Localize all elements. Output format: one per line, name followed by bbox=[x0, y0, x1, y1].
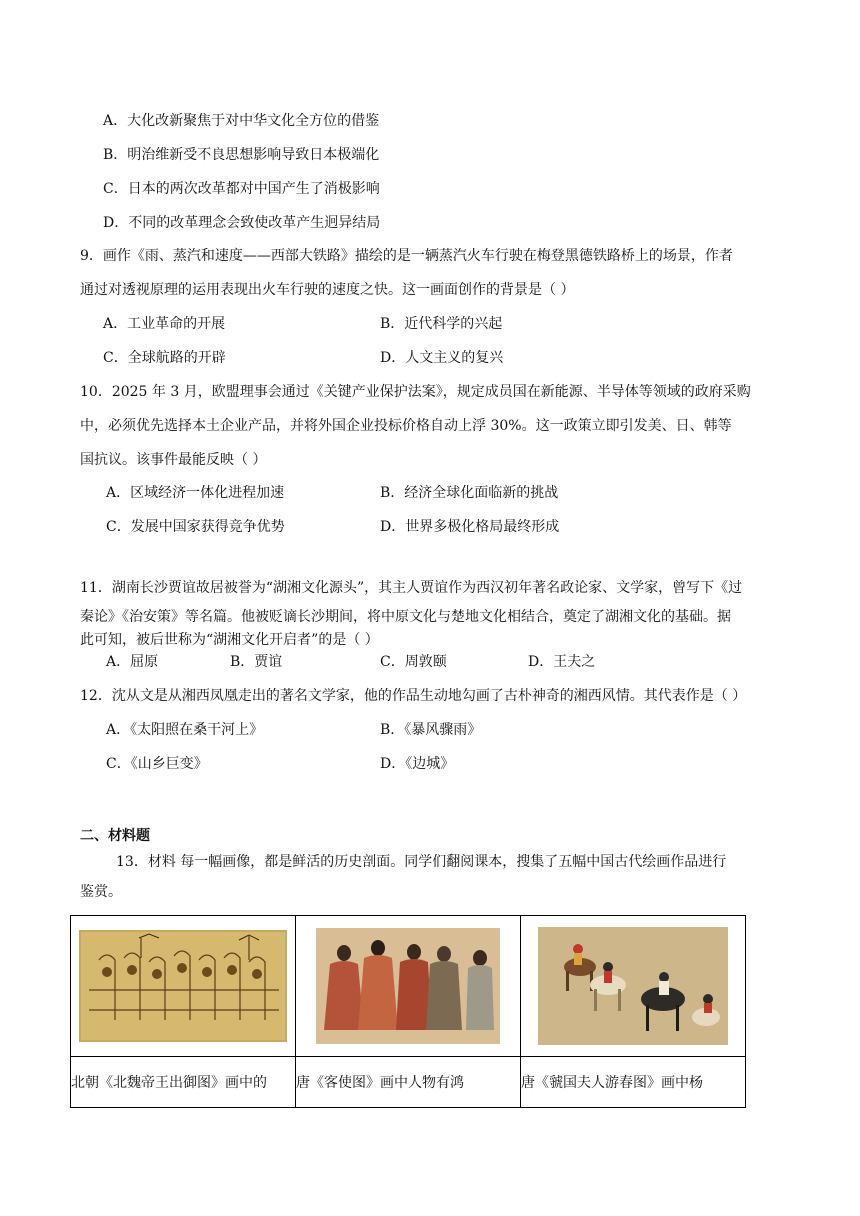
q9-stem-line1: 9．画作《雨、蒸汽和速度——西部大铁路》描绘的是一辆蒸汽火车行驶在梅登黑德铁路桥上的场景，作者 bbox=[80, 248, 733, 264]
painting-caption-2: 唐《客使图》画中人物有鸿 bbox=[296, 1057, 521, 1108]
q8-option-d: D．不同的改革理念会致使改革产生迥异结局 bbox=[103, 215, 381, 231]
q11-stem-line3: 此可知，被后世称为“湖湘文化开启者”的是（ ） bbox=[80, 632, 379, 648]
q11-option-a: A．屈原 bbox=[106, 654, 159, 670]
painting-caption-3: 唐《虢国夫人游春图》画中杨 bbox=[521, 1057, 746, 1108]
painting-table bbox=[70, 915, 746, 1108]
painting-lady-guoguo-spring-outing bbox=[538, 927, 728, 1045]
painting-cell-1 bbox=[71, 916, 296, 1057]
q10-option-c: C．发展中国家获得竞争优势 bbox=[106, 519, 285, 535]
q9-option-c: C．全球航路的开辟 bbox=[103, 350, 226, 366]
painting-cell-3 bbox=[521, 916, 746, 1057]
painting-envoys bbox=[316, 928, 500, 1044]
q10-option-d: D．世界多极化格局最终形成 bbox=[380, 519, 560, 535]
q8-option-c: C．日本的两次改革都对中国产生了消极影响 bbox=[103, 181, 380, 197]
q10-option-b: B．经济全球化面临新的挑战 bbox=[380, 485, 559, 501]
painting-cell-2 bbox=[296, 916, 521, 1057]
q12-option-d: D．《边城》 bbox=[380, 756, 455, 772]
q8-option-b: B．明治维新受不良思想影响导致日本极端化 bbox=[103, 147, 380, 163]
q11-stem-line1: 11．湖南长沙贾谊故居被誉为“湖湘文化源头”，其主人贾谊作为西汉初年著名政论家、文学家，曾写下《过 bbox=[80, 580, 743, 596]
q10-stem-line2: 中，必须优先选择本土企业产品，并将外国企业投标价格自动上浮 30%。这一政策立即引发美、日、韩等 bbox=[80, 418, 732, 434]
q11-option-d: D．王夫之 bbox=[528, 654, 596, 670]
painting-caption-1: 北朝《北魏帝王出御图》画中的 bbox=[71, 1057, 296, 1108]
section-heading: 二、材料题 bbox=[80, 828, 150, 844]
q8-option-a: A．大化改新聚焦于对中华文化全方位的借鉴 bbox=[103, 113, 380, 129]
q12-option-a: A．《太阳照在桑干河上》 bbox=[106, 722, 264, 738]
q11-stem-line2: 秦论》《治安策》等名篇。他被贬谪长沙期间，将中原文化与楚地文化相结合，奠定了湖湘文化的基础。据 bbox=[80, 609, 731, 625]
q10-stem-line1: 10．2025 年 3 月，欧盟理事会通过《关键产业保护法案》，规定成员国在新能源、半导体等领域的政府采购 bbox=[80, 384, 751, 400]
q12-option-b: B．《暴风骤雨》 bbox=[380, 722, 482, 738]
q11-option-b: B．贾谊 bbox=[230, 654, 283, 670]
q13-stem-line1: 13．材料 每一幅画像，都是鲜活的历史剖面。同学们翻阅课本，搜集了五幅中国古代绘画作品进行 bbox=[116, 854, 727, 870]
q10-option-a: A．区域经济一体化进程加速 bbox=[106, 485, 285, 501]
q11-option-c: C．周敦颐 bbox=[380, 654, 447, 670]
q9-option-a: A．工业革命的开展 bbox=[103, 316, 226, 332]
painting-northern-wei-emperor bbox=[79, 930, 287, 1042]
q12-option-c: C．《山乡巨变》 bbox=[106, 756, 208, 772]
q12-stem-line1: 12．沈从文是从湘西凤凰走出的著名文学家，他的作品生动地勾画了古朴神奇的湘西风情。其代表作是（ ） bbox=[80, 688, 747, 704]
q13-stem-line2: 鉴赏。 bbox=[80, 884, 122, 900]
q9-option-b: B．近代科学的兴起 bbox=[380, 316, 503, 332]
q9-option-d: D．人文主义的复兴 bbox=[380, 350, 504, 366]
q10-stem-line3: 国抗议。该事件最能反映（ ） bbox=[80, 452, 267, 468]
q9-stem-line2: 通过对透视原理的运用表现出火车行驶的速度之快。这一画面创作的背景是（ ） bbox=[80, 282, 575, 298]
